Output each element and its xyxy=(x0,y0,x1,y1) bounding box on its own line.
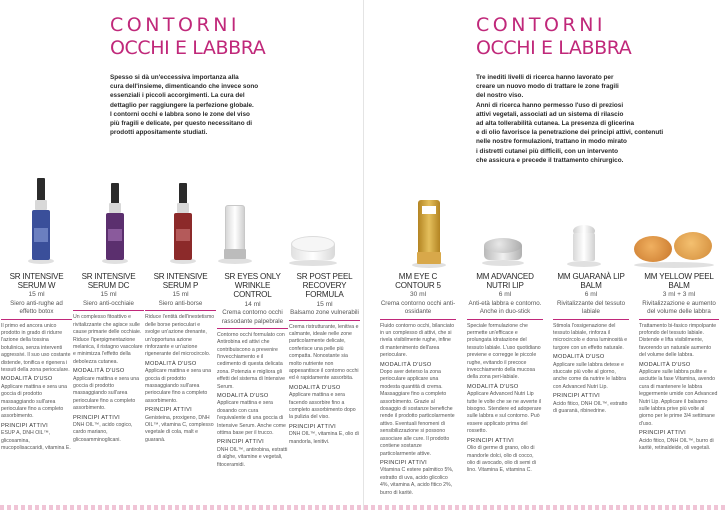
product-description: Anti-età labbra e contorno. Anche in duo-stick xyxy=(468,300,542,316)
actives-heading: PRINCIPI ATTIVI xyxy=(380,459,427,466)
usage-heading: MODALITÀ D'USO xyxy=(73,368,125,375)
intro-line: Anni di ricerca hanno permesso l'uso di preziosi xyxy=(476,101,624,109)
intro-line: prodotti appositamente studiati. xyxy=(110,129,208,137)
divider xyxy=(73,310,144,311)
product-size: 14 ml xyxy=(244,300,261,308)
product-name: MM YELLOW PEEL BALM xyxy=(644,272,714,291)
product-photo-yellow-peel-balm xyxy=(634,232,714,268)
intro-line: dettaglio per raggiungere la perfezione globale. xyxy=(110,101,254,109)
product-size: 6 ml xyxy=(498,291,512,299)
product-text: Il primo ed ancora unico prodotto in grado di ridurre l'azione della tossina botulinica, senza interventi aggressivi. Il suo uso costante distende, tonifica e rigenera i tessuti della zona perioculare. xyxy=(1,322,71,374)
product-photo-advanced-nutri-lip xyxy=(482,238,524,266)
intro-line: e di olio favorisce la penetrazione dei principi attivi, contenuti xyxy=(476,129,664,137)
product-body xyxy=(380,323,456,497)
product-description: Siero anti-occhiaie xyxy=(83,300,134,307)
actives-heading: PRINCIPI ATTIVI xyxy=(553,393,600,400)
usage-heading: MODALITÀ D'USO xyxy=(553,354,605,361)
product-name: MM EYE C CONTOUR 5 xyxy=(395,272,441,291)
usage-heading: MODALITÀ D'USO xyxy=(217,393,269,400)
actives-heading: PRINCIPI ATTIVI xyxy=(217,439,264,446)
product-body xyxy=(289,324,360,447)
divider xyxy=(380,319,456,320)
actives-heading: PRINCIPI ATTIVI xyxy=(1,422,48,429)
intro-text xyxy=(476,73,676,165)
actives-heading: PRINCIPI ATTIVI xyxy=(467,437,514,444)
right-page xyxy=(364,0,728,510)
product-text: Un complesso fitoattivo e rivitalizzante che agisce sulle cause primarie delle occhiaie. Riduce l'iperpigmentazione melanica, il ristagno vascolare e minimizza l'effetto della debolezza cutanea. xyxy=(73,314,143,365)
product-column xyxy=(467,272,543,475)
usage-heading: MODALITÀ D'USO xyxy=(639,361,691,368)
usage-heading: MODALITÀ D'USO xyxy=(467,383,519,390)
product-body xyxy=(217,332,288,469)
usage-text: Applicare sulle labbra pulite e asciutte la fase Vitamina, avendo cura di mantenere le labbra leggermente umide con Advanced Nutri Lip. Applicare il balsamo sulle labbra prive più volte al giorno per le prime 3/4 settimane d'uso. xyxy=(639,369,718,427)
usage-text: Applicare Advanced Nutri Lip tutte le volte che se ne avverte il bisogno. Stendere ed adoperare sulle labbra e sul contorno. Può essere applicato prima del rossetto. xyxy=(467,391,542,435)
actives-text: ESUP A, DNH OIL™, glicosamina, mucopolisaccaridi, vitamina E. xyxy=(1,430,71,452)
product-column xyxy=(145,272,216,444)
product-description: Crema contorno occhi anti-ossidante xyxy=(380,300,456,316)
product-name: SR INTENSIVE SERUM P xyxy=(153,272,208,291)
product-name: SR EYES ONLY WRINKLE CONTROL xyxy=(224,272,281,300)
usage-heading: MODALITÀ D'USO xyxy=(289,384,341,391)
intro-line: ad alta tollerabilità cutanea. La presenza di glicerina xyxy=(476,120,635,128)
product-description: Crema contorno occhi rassodante palpebrale xyxy=(221,309,284,325)
intro-line: essenziali i piccoli accorgimenti. La cura del xyxy=(110,92,245,100)
product-text: Crema ristrutturante, lenitiva e calmante, ideale nelle zone particolarmente delicate, conferisce una pelle più compatta. Nonostante sia molto nutriente non appesantisce il contorno occhi ed è rapidamente assorbita. xyxy=(289,323,359,382)
intro-line: i distretti cutanei più difficili, con un intervento xyxy=(476,147,619,155)
intro-line: del nostro viso. xyxy=(476,92,524,100)
usage-text: Applicare mattina e sera dosando con cura l'equivalente di una goccia di Intensive Serum. Anche come ottima base per il trucco. xyxy=(217,400,286,437)
intro-line: più fragili e delicate, per questo necessitano di xyxy=(110,120,253,128)
product-column xyxy=(639,272,719,453)
page-title-line1: CONTORNI xyxy=(476,14,607,36)
product-size: 15 ml xyxy=(316,300,333,308)
actives-text: Acido fitico, DNH OIL™, estratto di guaranà, ribinedrine. xyxy=(553,400,628,415)
intro-line: nelle nostre formulazioni, trattano in modo mirato xyxy=(476,138,627,146)
actives-text: Acido fitico, DNH OIL™, burro di karitè, retinaldeide, oli vegetali. xyxy=(639,437,714,452)
product-size: 30 ml xyxy=(409,291,427,299)
actives-text: Genisteina, proxigeno, DNH OIL™, vitamina C, complesso vegetale di cola, malt e guaranà. xyxy=(145,414,214,443)
usage-text: Dopo aver deterso la zona perioculare applicare una modesta quantità di crema. Massaggiare fino a completo assorbimento. Grazie al dosaggio di sostanze benefiche rende il prodotto particolarmente attivo. Eventuali fenomeni di sensibilizzazione si possono associare alle cure. Il prodotto contiene sostanze particolarmente attive. xyxy=(380,369,455,457)
product-body xyxy=(1,323,72,453)
intro-line: che assicura e precede il trattamento chirurgico. xyxy=(476,156,624,164)
intro-line: creare un nuovo modo di trattare le zone fragili xyxy=(476,83,619,91)
divider xyxy=(289,320,360,321)
product-text: Speciale formulazione che permette un'efficace e prolungata idratazione del tessuto labiale. L'uso quotidiano previene e corregge le piccole rughe, evitando il precoce invecchiamento della mucosa della zona peri-labiale. xyxy=(467,322,541,381)
product-column xyxy=(380,272,456,497)
actives-heading: PRINCIPI ATTIVI xyxy=(145,407,192,414)
product-body xyxy=(73,314,144,444)
product-column xyxy=(289,272,360,446)
usage-heading: MODALITÀ D'USO xyxy=(145,360,197,367)
divider xyxy=(1,319,72,320)
product-body xyxy=(145,314,216,444)
divider xyxy=(217,328,288,329)
product-photo-guarana-lip-balm xyxy=(569,225,599,267)
product-column xyxy=(217,272,288,469)
product-text: Fluido contorno occhi, bilanciato in un complesso di attivi, che si rivela visibilmente rughe, infine di mantenimento dell'area perioculare. xyxy=(380,322,455,359)
usage-heading: MODALITÀ D'USO xyxy=(1,376,53,383)
product-text: Stimola l'ossigenazione del tessuto labiale, rinforza il microcircolo e dona luminosità e turgore con un effetto naturale. xyxy=(553,322,628,351)
product-description: Rivitalizzante del tessuto labiale xyxy=(556,300,626,316)
product-name: SR INTENSIVE SERUM DC xyxy=(81,272,136,291)
page-title-line2: OCCHI E LABBRA xyxy=(476,37,632,59)
usage-text: Applicare mattina e sera una goccia di prodotto massaggiando sull'area perioculare fino a completo assorbimento. xyxy=(73,375,140,412)
product-name: MM GUARANÀ LIP BALM xyxy=(557,272,625,291)
product-description: Balsamo zone vulnerabili xyxy=(290,309,359,317)
actives-text: DNH OIL™, acido cogico, cardo mariano, glicosamminoglicani. xyxy=(73,421,133,443)
usage-text: Applicare mattina e sera una goccia di prodotto massaggiando sull'area perioculare fino a completo assorbimento. xyxy=(1,383,68,420)
usage-heading: MODALITÀ D'USO xyxy=(380,361,432,368)
actives-heading: PRINCIPI ATTIVI xyxy=(639,430,686,437)
product-photo-serum-p xyxy=(172,183,194,263)
product-size: 15 ml xyxy=(172,291,189,299)
actives-text: Vitamina C estere palmitico 5%, estratto di uva, acido glicolico 4%, vitamina A, acido fitico 2%, burro di karitè. xyxy=(380,467,454,496)
product-description: Rivitalizzazione e aumento del volume delle labbra xyxy=(642,300,716,316)
product-description: Siero anti-borse xyxy=(158,300,203,307)
product-photo-post-peel xyxy=(289,236,337,266)
product-size: 6 ml xyxy=(584,291,598,299)
divider xyxy=(467,319,543,320)
footer-dotted-line xyxy=(364,505,728,510)
actives-heading: PRINCIPI ATTIVI xyxy=(289,423,336,430)
page-title-line2: OCCHI E LABBRA xyxy=(110,37,266,59)
divider xyxy=(553,319,629,320)
product-body xyxy=(639,323,719,453)
usage-text: Applicare mattina e sera una goccia di prodotto massaggiando sull'area perioculare fino a completo assorbimento. xyxy=(145,368,212,404)
actives-heading: PRINCIPI ATTIVI xyxy=(73,414,120,421)
product-size: 15 ml xyxy=(100,291,117,299)
product-photo-serum-dc xyxy=(104,183,126,263)
footer-dotted-line xyxy=(0,505,364,510)
product-name: MM ADVANCED NUTRI LIP xyxy=(476,272,534,291)
product-size: 15 ml xyxy=(28,291,45,299)
actives-text: Olio di germe di grano, olio di mandorle dolci, olio di cocco, olio di avocado, olio di semi di lino. Vitamina E, vitamina C. xyxy=(467,445,536,474)
product-column xyxy=(553,272,629,415)
usage-text: Applicare mattina e sera facendo assorbire fino a completo assorbimento dopo la pulizia del viso. xyxy=(289,392,356,421)
intro-text xyxy=(110,73,300,137)
product-name: SR INTENSIVE SERUM W xyxy=(9,272,64,291)
intro-line: attivi vegetali, associati ad un sistema di rilascio xyxy=(476,110,624,118)
product-column xyxy=(1,272,72,453)
divider xyxy=(145,310,216,311)
divider xyxy=(639,319,719,320)
product-text: Trattamento bi-fasico rimpolpante profondo del tessuto labiale. Distende e lifta visibilmente, favorendo un naturale aumento del volume delle labbra. xyxy=(639,322,717,359)
product-photo-eye-c-contour xyxy=(414,200,444,268)
product-size: 3 ml + 3 ml xyxy=(662,291,696,299)
product-name: SR POST PEEL RECOVERY FORMULA xyxy=(296,272,353,300)
product-body xyxy=(467,323,543,475)
intro-line: Spesso si dà un'eccessiva importanza alla xyxy=(110,74,239,81)
actives-text: DNH OIL™, antirobina, estratti di alghe, vitamine e vegetali, fitoceramidi. xyxy=(217,446,288,468)
product-column xyxy=(73,272,144,444)
page-title-line1: CONTORNI xyxy=(110,14,241,36)
actives-text: DNH OIL™, vitamina E, olio di mandorla, lenitivi. xyxy=(289,431,359,445)
intro-line: cura dell'insieme, dimenticando che invece sono xyxy=(110,83,259,91)
intro-line: Tre inediti livelli di ricerca hanno lavorato per xyxy=(476,74,614,81)
usage-text: Applicare sulle labbra detese e stuccate più volte al giorno, anche come da nutrire le labbra con Advanced Nutri Lip. xyxy=(553,361,626,390)
product-description: Siero anti-rughe ad effetto botox xyxy=(10,300,63,316)
intro-line: I contorni occhi e labbra sono le zone del viso xyxy=(110,110,250,118)
product-photo-serum-w xyxy=(30,178,52,263)
product-text: Riduce l'entità dell'inestetismo delle borse perioculari e svolge un'azione drenante, un'opportuna azione rinforzante e un'azione rigenerante del microcircolo. xyxy=(145,314,215,358)
product-text: Contorno occhi formulato con Antirobina ed attivi che contribuiscono a prevenire l'invecchiamento e il cedimento di questa delicata zona. Potenzia e migliora gli effetti del sistema di Intensive Serum. xyxy=(217,331,285,390)
product-body xyxy=(553,323,629,416)
product-photo-eyes-only xyxy=(220,205,250,263)
